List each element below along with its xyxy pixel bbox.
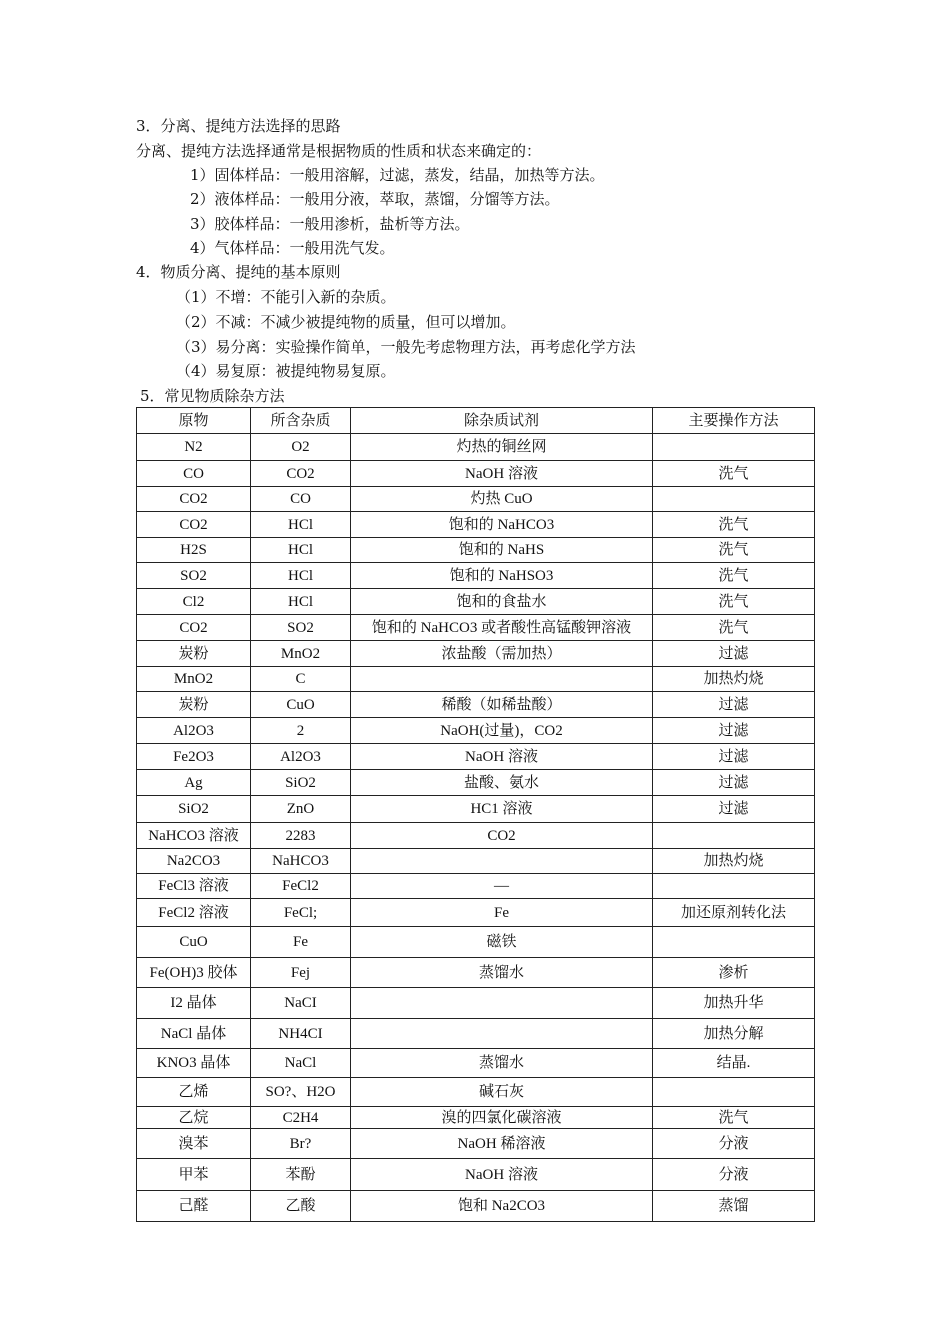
original-substance-cell: H2S xyxy=(137,538,251,563)
operation-cell xyxy=(653,823,815,849)
reagent-cell xyxy=(351,849,653,874)
original-substance-cell: Al2O3 xyxy=(137,718,251,744)
impurity-cell: HCl xyxy=(251,563,351,589)
table-row xyxy=(137,796,815,823)
table-row xyxy=(137,849,815,874)
principle-2: （2）不减：不减少被提纯物的质量，但可以增加。 xyxy=(176,313,516,331)
impurity-cell: NaHCO3 xyxy=(251,849,351,874)
impurity-cell: FeCl; xyxy=(251,899,351,927)
operation-cell: 结晶. xyxy=(653,1049,815,1078)
reagent-cell: 浓盐酸（需加热） xyxy=(351,641,653,667)
header-original-substance: 原物 xyxy=(137,408,251,434)
operation-cell: 洗气 xyxy=(653,563,815,589)
reagent-cell: 灼热 CuO xyxy=(351,487,653,512)
section-5-heading: 5．常见物质除杂方法 xyxy=(140,387,285,405)
reagent-cell xyxy=(351,667,653,692)
operation-cell: 洗气 xyxy=(653,615,815,641)
original-substance-cell: 炭粉 xyxy=(137,641,251,667)
table-row xyxy=(137,899,815,927)
reagent-cell: HC1 溶液 xyxy=(351,796,653,823)
table-row xyxy=(137,770,815,796)
impurity-cell: 2283 xyxy=(251,823,351,849)
table-row xyxy=(137,641,815,667)
table-row xyxy=(137,512,815,538)
reagent-cell: NaOH 溶液 xyxy=(351,461,653,487)
impurity-cell: CuO xyxy=(251,692,351,718)
table-row xyxy=(137,1107,815,1129)
operation-cell: 加还原剂转化法 xyxy=(653,899,815,927)
impurity-cell: ZnO xyxy=(251,796,351,823)
original-substance-cell: CO2 xyxy=(137,615,251,641)
table-row xyxy=(137,744,815,770)
impurity-cell: SiO2 xyxy=(251,770,351,796)
original-substance-cell: SO2 xyxy=(137,563,251,589)
impurity-cell: O2 xyxy=(251,434,351,461)
impurity-cell: NaCI xyxy=(251,988,351,1019)
reagent-cell: 灼热的铜丝网 xyxy=(351,434,653,461)
original-substance-cell: FeCl3 溶液 xyxy=(137,874,251,899)
operation-cell: 加热分解 xyxy=(653,1019,815,1049)
operation-cell: 过滤 xyxy=(653,718,815,744)
reagent-cell: NaOH 溶液 xyxy=(351,744,653,770)
section-3-heading: 3．分离、提纯方法选择的思路 xyxy=(136,117,341,135)
reagent-cell: 蒸馏水 xyxy=(351,1049,653,1078)
impurity-cell: CO xyxy=(251,487,351,512)
original-substance-cell: 乙烷 xyxy=(137,1107,251,1129)
impurity-cell: Fe xyxy=(251,927,351,958)
impurity-cell: HCl xyxy=(251,538,351,563)
original-substance-cell: Cl2 xyxy=(137,589,251,615)
table-row xyxy=(137,692,815,718)
table-row xyxy=(137,1191,815,1222)
operation-cell: 洗气 xyxy=(653,461,815,487)
operation-cell: 过滤 xyxy=(653,692,815,718)
original-substance-cell: N2 xyxy=(137,434,251,461)
operation-cell xyxy=(653,487,815,512)
impurity-cell: 乙酸 xyxy=(251,1191,351,1222)
original-substance-cell: CO xyxy=(137,461,251,487)
original-substance-cell: 炭粉 xyxy=(137,692,251,718)
original-substance-cell: CO2 xyxy=(137,512,251,538)
operation-cell xyxy=(653,434,815,461)
impurity-cell: NaCl xyxy=(251,1049,351,1078)
original-substance-cell: Na2CO3 xyxy=(137,849,251,874)
operation-cell: 过滤 xyxy=(653,796,815,823)
reagent-cell: 饱和 Na2CO3 xyxy=(351,1191,653,1222)
table-row xyxy=(137,874,815,899)
reagent-cell: 饱和的 NaHS xyxy=(351,538,653,563)
table-row xyxy=(137,667,815,692)
table-row xyxy=(137,718,815,744)
table-row xyxy=(137,615,815,641)
principle-4: （4）易复原：被提纯物易复原。 xyxy=(176,362,396,380)
original-substance-cell: NaHCO3 溶液 xyxy=(137,823,251,849)
reagent-cell: NaOH 溶液 xyxy=(351,1159,653,1191)
reagent-cell: 饱和的 NaHCO3 或者酸性高锰酸钾溶液 xyxy=(351,615,653,641)
operation-cell: 加热灼烧 xyxy=(653,667,815,692)
impurity-cell: HCl xyxy=(251,512,351,538)
table-row xyxy=(137,823,815,849)
operation-cell: 分液 xyxy=(653,1129,815,1159)
operation-cell xyxy=(653,874,815,899)
operation-cell: 加热升华 xyxy=(653,988,815,1019)
original-substance-cell: SiO2 xyxy=(137,796,251,823)
table-row xyxy=(137,461,815,487)
table-row xyxy=(137,589,815,615)
principle-1: （1）不增：不能引入新的杂质。 xyxy=(176,288,396,306)
table-row xyxy=(137,927,815,958)
reagent-cell: 饱和的 NaHSO3 xyxy=(351,563,653,589)
impurity-cell: HCl xyxy=(251,589,351,615)
table-row xyxy=(137,1078,815,1107)
table-row xyxy=(137,1159,815,1191)
gas-sample-line: 4）气体样品：一般用洗气发。 xyxy=(190,239,395,257)
table-row xyxy=(137,988,815,1019)
original-substance-cell: 乙烯 xyxy=(137,1078,251,1107)
operation-cell xyxy=(653,927,815,958)
reagent-cell: Fe xyxy=(351,899,653,927)
reagent-cell: — xyxy=(351,874,653,899)
table-row xyxy=(137,538,815,563)
reagent-cell: 饱和的食盐水 xyxy=(351,589,653,615)
header-impurity: 所含杂质 xyxy=(251,408,351,434)
original-substance-cell: Fe(OH)3 胶体 xyxy=(137,958,251,988)
original-substance-cell: KNO3 晶体 xyxy=(137,1049,251,1078)
operation-cell: 过滤 xyxy=(653,770,815,796)
table-row xyxy=(137,1129,815,1159)
original-substance-cell: NaCl 晶体 xyxy=(137,1019,251,1049)
solid-sample-line: 1）固体样品：一般用溶解，过滤，蒸发，结晶，加热等方法。 xyxy=(190,166,605,184)
impurity-cell: SO?、H2O xyxy=(251,1078,351,1107)
table-row xyxy=(137,563,815,589)
impurity-cell: 苯酚 xyxy=(251,1159,351,1191)
operation-cell: 过滤 xyxy=(653,641,815,667)
section-3-intro: 分离、提纯方法选择通常是根据物质的性质和状态来确定的： xyxy=(136,142,542,160)
operation-cell: 洗气 xyxy=(653,1107,815,1129)
reagent-cell: 磁铁 xyxy=(351,927,653,958)
section-4-heading: 4．物质分离、提纯的基本原则 xyxy=(136,263,341,281)
original-substance-cell: 溴苯 xyxy=(137,1129,251,1159)
reagent-cell: 蒸馏水 xyxy=(351,958,653,988)
operation-cell: 分液 xyxy=(653,1159,815,1191)
impurity-cell: Br? xyxy=(251,1129,351,1159)
original-substance-cell: 甲苯 xyxy=(137,1159,251,1191)
impurity-cell: C2H4 xyxy=(251,1107,351,1129)
reagent-cell: 盐酸、氨水 xyxy=(351,770,653,796)
impurity-cell: FeCl2 xyxy=(251,874,351,899)
operation-cell: 蒸馏 xyxy=(653,1191,815,1222)
principle-3: （3）易分离：实验操作简单，一般先考虑物理方法，再考虑化学方法 xyxy=(176,338,636,356)
reagent-cell: 溴的四氯化碳溶液 xyxy=(351,1107,653,1129)
table-row xyxy=(137,1019,815,1049)
operation-cell: 过滤 xyxy=(653,744,815,770)
original-substance-cell: 己醛 xyxy=(137,1191,251,1222)
reagent-cell xyxy=(351,988,653,1019)
reagent-cell xyxy=(351,1019,653,1049)
header-operation: 主要操作方法 xyxy=(653,408,815,434)
original-substance-cell: CuO xyxy=(137,927,251,958)
impurity-removal-table xyxy=(136,407,815,1222)
original-substance-cell: FeCl2 溶液 xyxy=(137,899,251,927)
impurity-cell: C xyxy=(251,667,351,692)
reagent-cell: NaOH(过量)，CO2 xyxy=(351,718,653,744)
operation-cell: 洗气 xyxy=(653,512,815,538)
header-reagent: 除杂质试剂 xyxy=(351,408,653,434)
colloid-sample-line: 3）胶体样品：一般用渗析，盐析等方法。 xyxy=(190,215,470,233)
impurity-cell: CO2 xyxy=(251,461,351,487)
reagent-cell: 稀酸（如稀盐酸） xyxy=(351,692,653,718)
operation-cell: 洗气 xyxy=(653,538,815,563)
liquid-sample-line: 2）液体样品：一般用分液，萃取，蒸馏，分馏等方法。 xyxy=(190,190,560,208)
reagent-cell: NaOH 稀溶液 xyxy=(351,1129,653,1159)
operation-cell: 渗析 xyxy=(653,958,815,988)
reagent-cell: CO2 xyxy=(351,823,653,849)
original-substance-cell: I2 晶体 xyxy=(137,988,251,1019)
impurity-cell: SO2 xyxy=(251,615,351,641)
operation-cell: 加热灼烧 xyxy=(653,849,815,874)
impurity-cell: MnO2 xyxy=(251,641,351,667)
table-row xyxy=(137,487,815,512)
operation-cell xyxy=(653,1078,815,1107)
impurity-cell: Fej xyxy=(251,958,351,988)
table-header-row xyxy=(137,408,815,434)
reagent-cell: 饱和的 NaHCO3 xyxy=(351,512,653,538)
table-row xyxy=(137,1049,815,1078)
original-substance-cell: Fe2O3 xyxy=(137,744,251,770)
reagent-cell: 碱石灰 xyxy=(351,1078,653,1107)
impurity-cell: 2 xyxy=(251,718,351,744)
operation-cell: 洗气 xyxy=(653,589,815,615)
original-substance-cell: CO2 xyxy=(137,487,251,512)
table-row xyxy=(137,958,815,988)
original-substance-cell: MnO2 xyxy=(137,667,251,692)
original-substance-cell: Ag xyxy=(137,770,251,796)
impurity-cell: NH4CI xyxy=(251,1019,351,1049)
table-row xyxy=(137,434,815,461)
impurity-cell: Al2O3 xyxy=(251,744,351,770)
